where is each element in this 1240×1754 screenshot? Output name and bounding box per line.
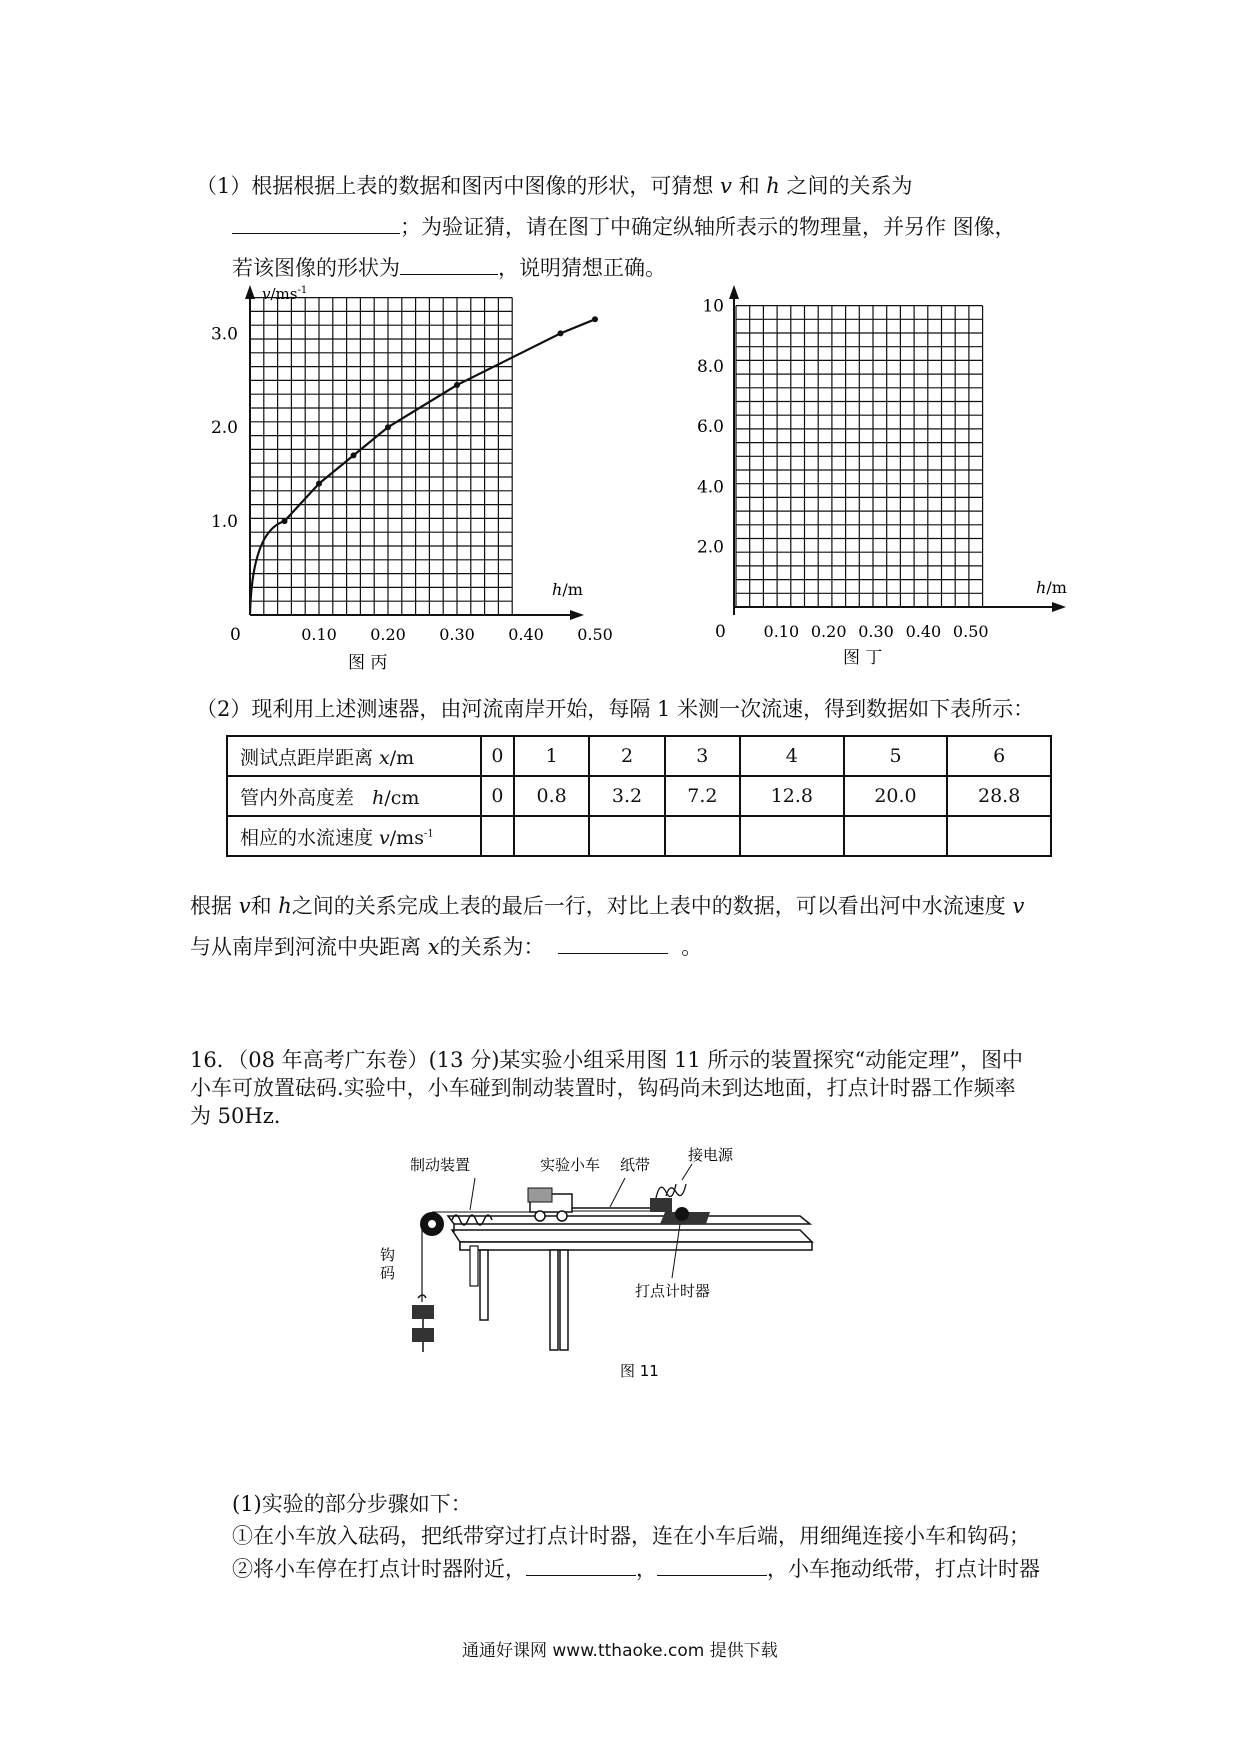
chart-ding-grid [736,306,983,607]
table-cell: 5 [844,736,948,776]
chart-bing-x-arrow [570,610,584,620]
table-answer-cell[interactable] [589,816,664,856]
chart-bing-point [385,424,391,430]
brake-pointer [470,1178,475,1210]
table-cell: 2 [589,736,664,776]
table-cell: 3.2 [589,776,664,816]
figure-11-apparatus [380,1146,850,1400]
q16-line2: 小车可放置砝码.实验中，小车碰到制动装置时，钩码尚未到达地面，打点计时器工作频率 [190,1076,1016,1100]
table-cell: 1 [514,736,589,776]
table-row-label: 管内外高度差 h/cm [227,776,481,816]
table-cell: 6 [947,736,1051,776]
chart-bing-origin: 0 [230,625,241,645]
chart-bing-ytick: 1.0 [210,512,238,533]
table-leg [560,1250,568,1350]
label-weight-2: 码 [380,1264,396,1282]
table-answer-cell[interactable] [514,816,589,856]
table-answer-cell[interactable] [481,816,514,856]
table-answer-cell[interactable] [844,816,948,856]
chart-ding-ytick: 10 [702,296,724,317]
chart-bing-point [351,452,357,458]
table-cell: 12.8 [740,776,844,816]
q1-line2: ；为验证猜，请在图丁中确定纵轴所表示的物理量，并另作 图像， [232,213,1016,241]
cart-weights [528,1188,552,1202]
footer-source: 通通好课网 www.tthaoke.com 提供下载 [462,1641,778,1661]
power-wires [656,1184,686,1198]
chart-ding [688,285,1068,675]
chart-ding-ytick: 8.0 [696,356,724,377]
chart-ding-y-arrow [729,285,739,299]
chart-bing-caption: 图 丙 [348,653,388,673]
steps-step1: ①在小车放入砝码，把纸带穿过打点计时器，连在小车后端，用细绳连接小车和钩码； [232,1524,1030,1548]
chart-ding-x-arrow [1052,602,1066,612]
chart-bing-y-arrow [245,285,255,299]
timer [650,1198,672,1212]
chart-ding-xtick: 0.20 [810,622,847,641]
chart-bing-ytick: 2.0 [210,418,238,439]
chart-bing [200,285,613,675]
weight-top [412,1305,434,1319]
table-cell: 3 [665,736,740,776]
table-row-label: 测试点距岸距离 x/m [227,736,481,776]
q16-line1: 16．（08 年高考广东卷）(13 分)某实验小组采用图 11 所示的装置探究“动能定理”，图中 [190,1048,1023,1072]
label-brake: 制动装置 [410,1156,471,1174]
figure-11-caption: 图 11 [620,1362,659,1380]
chart-bing-xtick: 0.50 [577,625,613,644]
weight-bottom [412,1328,434,1342]
chart-ding-origin: 0 [715,622,726,642]
answer-blank-relation[interactable] [232,215,400,234]
chart-ding-xlabel: h/m [1036,578,1067,597]
chart-bing-point [454,382,460,388]
q2-after-line2: 与从南岸到河流中央距离 x的关系为： 。 [190,935,703,959]
chart-bing-ylabel: $v/ms^{-1}$ [262,285,308,303]
chart-bing-curve [250,319,595,615]
q2-after-line1: 根据 v和 h之间的关系完成上表的最后一行，对比上表中的数据，可以看出河中水流速度 v [190,894,1025,918]
data-table [226,735,1052,857]
cart-wheel [557,1211,567,1221]
cart-wheel [535,1211,545,1221]
chart-bing-xtick: 0.10 [301,625,337,644]
chart-bing-point [558,330,564,336]
chart-bing-xlabel: h/m [552,580,583,599]
chart-bing-point [316,481,322,487]
chart-ding-xtick: 0.50 [952,622,989,641]
chart-bing-grid [250,298,512,615]
table-leg [480,1250,488,1320]
chart-bing-point [592,316,598,322]
table-cell: 0 [481,776,514,816]
power-pointer [682,1164,692,1180]
table-row-label: 相应的水流速度 $v/ms^{-1}$ [227,816,481,856]
table-cell: 0.8 [514,776,589,816]
chart-ding-caption: 图 丁 [843,648,883,668]
label-weight-1: 钩 [380,1246,396,1264]
answer-blank-v-x[interactable] [558,935,668,954]
q16-line3: 为 50Hz. [190,1104,281,1128]
steps-step2: ②将小车停在打点计时器附近， ， ，小车拖动纸带，打点计时器 [232,1557,1040,1581]
table-leg [470,1246,478,1286]
table-top [452,1230,812,1242]
table-row-v [227,816,1051,856]
answer-blank-shape[interactable] [400,256,498,275]
chart-ding-ytick: 6.0 [696,417,724,438]
chart-ding-ytick: 2.0 [696,537,724,558]
table-front [460,1242,812,1250]
label-timer: 打点计时器 [635,1282,711,1300]
chart-ding-xtick: 0.40 [905,622,942,641]
answer-blank-step2b[interactable] [657,1557,767,1576]
q2-intro: （2）现利用上述测速器，由河流南岸开始，每隔 1 米测一次流速，得到数据如下表所示： [196,697,1035,721]
table-row-x [227,736,1051,776]
chart-bing-xtick: 0.30 [439,625,475,644]
q1-line1: （1）根据根据上表的数据和图丙中图像的形状，可猜想 v 和 h 之间的关系为 [196,174,913,198]
tape-pointer [610,1178,625,1207]
table-leg [550,1250,558,1350]
table-cell: 0 [481,736,514,776]
steps-title: (1)实验的部分步骤如下： [232,1492,472,1516]
pulley-hub [428,1220,436,1228]
chart-ding-xtick: 0.30 [858,622,894,641]
chart-bing-xtick: 0.20 [370,625,406,644]
chart-ding-ytick: 4.0 [696,477,724,498]
q1-line3: 若该图像的形状为 ，说明猜想正确。 [232,256,666,280]
chart-bing-xtick: 0.40 [508,625,544,644]
table-cell: 4 [740,736,844,776]
table-cell: 20.0 [844,776,948,816]
chart-bing-ytick: 3.0 [210,324,238,345]
table-answer-cell[interactable] [665,816,740,856]
table-cell: 28.8 [947,776,1051,816]
answer-blank-step2a[interactable] [526,1557,636,1576]
track [448,1216,810,1224]
table-row-h [227,776,1051,816]
table-answer-cell[interactable] [740,816,844,856]
table-answer-cell[interactable] [947,816,1051,856]
timer-roller [675,1207,689,1221]
label-tape: 纸带 [620,1156,651,1174]
table-cell: 7.2 [665,776,740,816]
chart-bing-point [282,518,288,524]
chart-ding-xtick: 0.10 [763,622,800,641]
label-cart: 实验小车 [540,1156,601,1174]
label-power: 接电源 [688,1146,734,1164]
